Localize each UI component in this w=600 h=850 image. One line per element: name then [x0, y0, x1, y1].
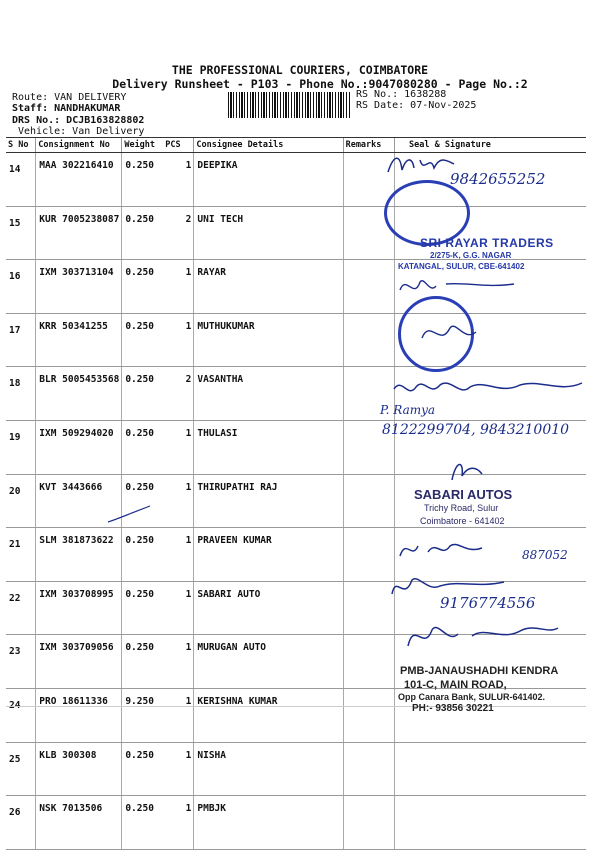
route-label: Route: VAN DELIVERY [12, 92, 127, 103]
stamp-26-address-1: 101-C, MAIN ROAD, [404, 679, 507, 691]
table-row [6, 796, 586, 850]
cell-consignment: BLR 5005453568 [36, 367, 122, 421]
cell-pcs: 1 [183, 635, 194, 689]
signature-18-scribble [420, 318, 480, 348]
cell-sno: 18 [6, 367, 36, 421]
runsheet-subtitle: Delivery Runsheet - P103 - Phone No.:9047080280 - Page No.:2 [112, 77, 528, 91]
cell-sno: 15 [6, 206, 36, 260]
signature-23-scribble [396, 536, 486, 562]
table-row [6, 313, 586, 367]
stamp-26-name: PMB-JANAUSHADHI KENDRA [400, 665, 559, 677]
cell-weight: 0.250 [122, 796, 183, 850]
stamp-22-address-1: Trichy Road, Sulur [424, 503, 499, 513]
cell-consignment: IXM 509294020 [36, 420, 122, 474]
signature-20-phone: 8122299704, 9843210010 [382, 422, 570, 438]
cell-consignee: THIRUPATHI RAJ [194, 474, 343, 528]
cell-consignee: UNI TECH [194, 206, 343, 260]
stamp-22-name: SABARI AUTOS [414, 487, 513, 502]
cell-consignment: MAA 302216410 [36, 153, 122, 207]
cell-consignment: NSK 7013506 [36, 796, 122, 850]
cell-pcs: 1 [183, 688, 194, 742]
staff-label: Staff: NANDHAKUMAR [12, 103, 121, 114]
col-signature: Seal & Signature [395, 138, 586, 153]
cell-consignment: PRO 18611336 [36, 688, 122, 742]
rs-date: RS Date: 07-Nov-2025 [356, 100, 477, 111]
signature-21-scribble [448, 456, 488, 486]
cell-weight: 0.250 [122, 742, 183, 796]
cell-consignment: IXM 303709056 [36, 635, 122, 689]
cell-consignee: DEEPIKA [194, 153, 343, 207]
cell-weight: 9.250 [122, 688, 183, 742]
col-sno: S No [6, 138, 36, 153]
rs-number: RS No.: 1638288 [356, 89, 447, 100]
cell-sno: 20 [6, 474, 36, 528]
cell-pcs: 1 [183, 796, 194, 850]
barcode [228, 92, 350, 118]
cell-weight: 0.250 [122, 635, 183, 689]
cell-weight: 0.250 [122, 420, 183, 474]
stamp-16-name: SRI RAYAR TRADERS [420, 236, 554, 250]
cell-consignee: NISHA [194, 742, 343, 796]
cell-pcs: 2 [183, 206, 194, 260]
cell-consignee: PMBJK [194, 796, 343, 850]
cell-consignee: KERISHNA KUMAR [194, 688, 343, 742]
cell-pcs: 1 [183, 742, 194, 796]
cell-consignee: THULASI [194, 420, 343, 474]
cell-consignee: RAYAR [194, 260, 343, 314]
signature-20-name: P. Ramya [380, 403, 436, 417]
cell-pcs: 1 [183, 313, 194, 367]
col-weight: Weight [124, 140, 156, 150]
signature-19-scribble [390, 375, 590, 401]
cell-pcs: 1 [183, 420, 194, 474]
pen-mark-22 [104, 504, 154, 526]
cell-consignee: MUTHUKUMAR [194, 313, 343, 367]
col-weight-pcs [122, 138, 183, 153]
stamp-26-phone: PH:- 93856 30221 [412, 703, 494, 714]
stamp-16-address-1: 2/275-K, G.G. NAGAR [430, 251, 512, 260]
cell-weight: 0.250 [122, 581, 183, 635]
drs-number: DRS No.: DCJB163828802 [12, 115, 145, 126]
cell-consignee: SABARI AUTO [194, 581, 343, 635]
signature-17-scribble [396, 272, 526, 302]
cell-sno: 17 [6, 313, 36, 367]
col-consignee: Consignee Details [194, 138, 343, 153]
cell-pcs: 1 [183, 153, 194, 207]
cell-weight: 0.250 [122, 206, 183, 260]
cell-consignee: PRAVEEN KUMAR [194, 528, 343, 582]
stamp-22-address-2: Coimbatore - 641402 [420, 516, 505, 526]
company-title: THE PROFESSIONAL COURIERS, COIMBATORE [171, 63, 429, 77]
cell-sno: 22 [6, 581, 36, 635]
cell-weight: 0.250 [122, 313, 183, 367]
cell-sno: 26 [6, 796, 36, 850]
signature-14-phone: 9842655252 [450, 170, 546, 188]
cell-consignment: KVT 3443666 [36, 474, 122, 528]
footer-divider [6, 706, 586, 707]
cell-weight: 0.250 [122, 153, 183, 207]
cell-sno: 25 [6, 742, 36, 796]
cell-sno: 14 [6, 153, 36, 207]
cell-weight: 0.250 [122, 528, 183, 582]
cell-sno: 21 [6, 528, 36, 582]
cell-weight: 0.250 [122, 474, 183, 528]
cell-consignment: KUR 7005238087 [36, 206, 122, 260]
cell-pcs: 2 [183, 367, 194, 421]
stamp-26-address-2: Opp Canara Bank, SULUR-641402. [398, 692, 546, 702]
table-row [6, 742, 586, 796]
cell-pcs: 1 [183, 528, 194, 582]
cell-pcs: 1 [183, 474, 194, 528]
cell-weight: 0.250 [122, 367, 183, 421]
cell-sno: 16 [6, 260, 36, 314]
vehicle-label: Vehicle: Van Delivery [18, 126, 145, 137]
cell-consignment: KRR 50341255 [36, 313, 122, 367]
cell-weight: 0.250 [122, 260, 183, 314]
cell-pcs: 1 [183, 581, 194, 635]
cell-consignee: VASANTHA [194, 367, 343, 421]
cell-sno: 23 [6, 635, 36, 689]
cell-consignment: SLM 381873622 [36, 528, 122, 582]
cell-pcs: 1 [183, 260, 194, 314]
col-consignment: Consignment No [36, 138, 122, 153]
signature-23-number: 887052 [522, 548, 568, 562]
signature-24-phone: 9176774556 [440, 594, 536, 612]
cell-sno: 19 [6, 420, 36, 474]
signature-25-scribble [402, 616, 562, 656]
table-header-row [6, 138, 586, 153]
cell-consignment: KLB 300308 [36, 742, 122, 796]
cell-consignment: IXM 303713104 [36, 260, 122, 314]
col-pcs: PCS [165, 140, 181, 150]
col-remarks: Remarks [343, 138, 394, 153]
cell-sno: 24 [6, 688, 36, 742]
cell-consignment: IXM 303708995 [36, 581, 122, 635]
cell-consignee: MURUGAN AUTO [194, 635, 343, 689]
stamp-16-address-2: KATANGAL, SULUR, CBE-641402 [398, 262, 525, 271]
